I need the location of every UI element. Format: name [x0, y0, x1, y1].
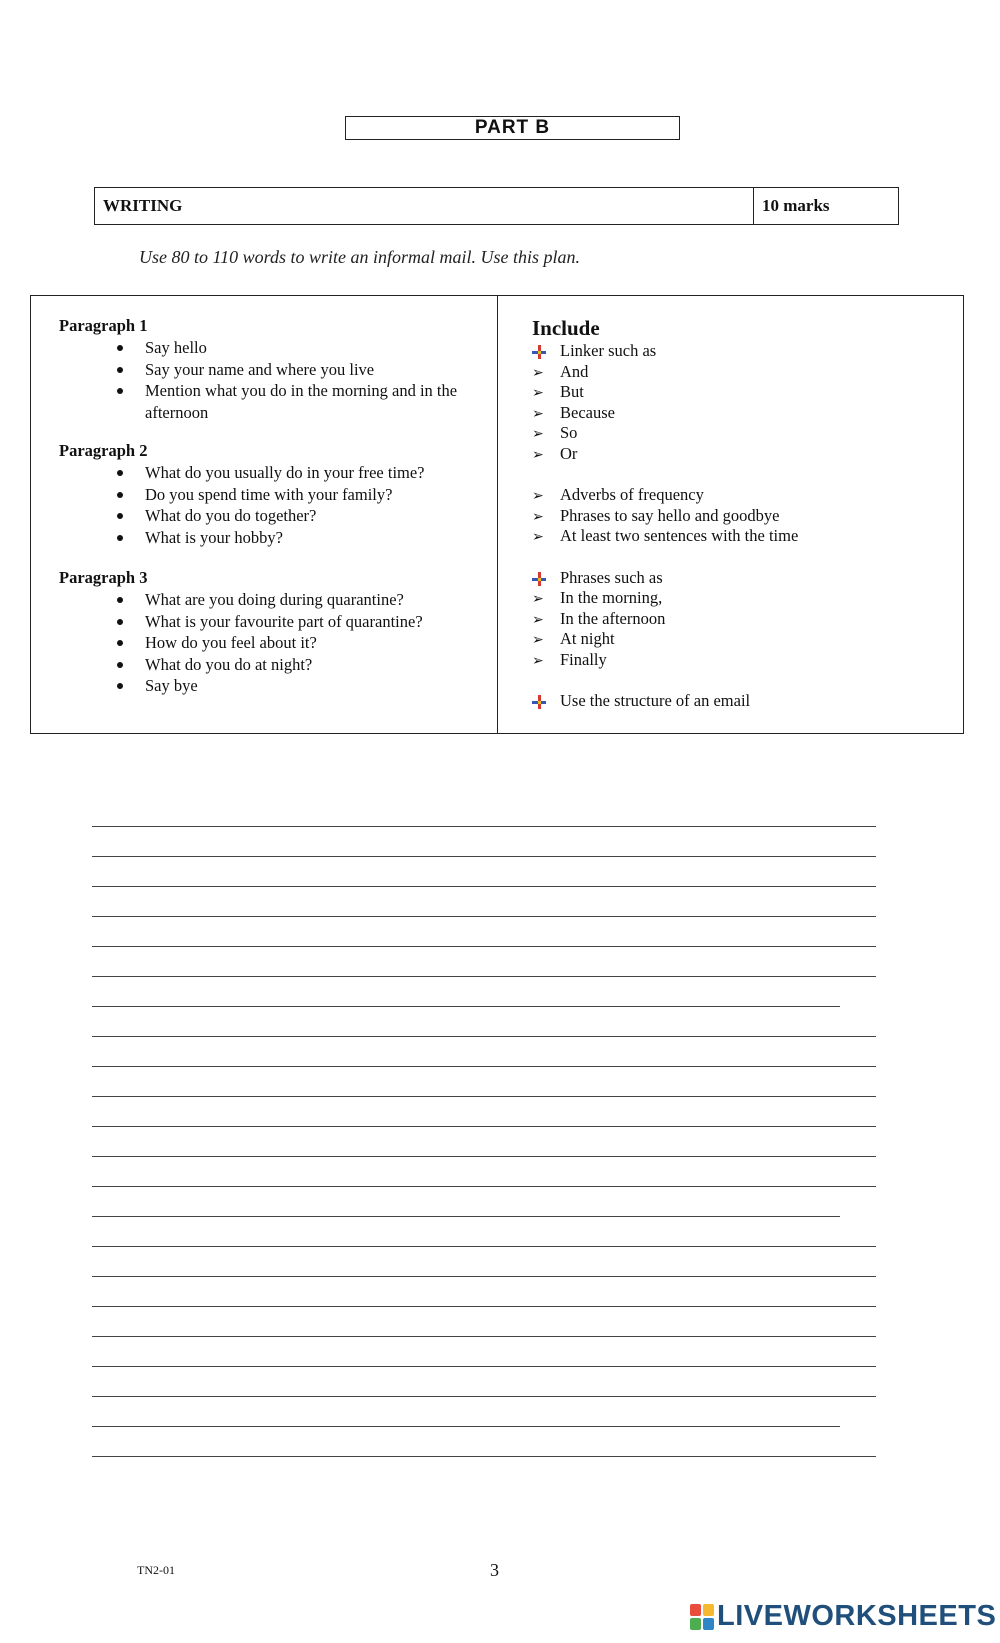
liveworksheets-logo	[690, 1600, 996, 1633]
writing-line[interactable]	[92, 1396, 876, 1397]
writing-line[interactable]	[92, 976, 876, 977]
writing-line[interactable]	[92, 1366, 876, 1367]
arrow-icon	[532, 444, 550, 466]
section-label: WRITING	[95, 188, 754, 224]
arrow-icon	[532, 629, 550, 651]
marks-label: 10 marks	[762, 196, 830, 215]
list-item: Linker such as	[532, 341, 798, 362]
plus-icon	[532, 691, 550, 712]
plan-paragraphs-column	[31, 296, 498, 733]
writing-line[interactable]	[92, 1156, 876, 1157]
list-item: ➢ And	[532, 362, 798, 383]
writing-line[interactable]	[92, 1066, 876, 1067]
list-item: How do you feel about it?	[117, 632, 477, 654]
arrow-icon	[532, 403, 550, 425]
arrow-icon	[532, 423, 550, 445]
list-item: ➢ Phrases to say hello and goodbye	[532, 506, 798, 527]
paragraph-2-list	[117, 462, 477, 548]
spacer	[532, 465, 798, 486]
list-item: Say your name and where you live	[117, 359, 477, 381]
list-item: What do you do at night?	[117, 654, 477, 676]
list-item: ➢ At night	[532, 629, 798, 650]
writing-line[interactable]	[92, 946, 876, 947]
list-item: Use the structure of an email	[532, 691, 798, 712]
arrow-icon	[532, 485, 550, 507]
writing-line[interactable]	[92, 1246, 876, 1247]
plus-icon	[532, 568, 550, 589]
writing-line[interactable]	[92, 826, 876, 827]
spacer	[532, 671, 798, 692]
page-number: 3	[490, 1560, 499, 1580]
liveworksheets-logo-icon	[690, 1604, 714, 1630]
list-item: Mention what you do in the morning and in the afternoon	[117, 380, 477, 423]
writing-line[interactable]	[92, 1216, 840, 1217]
writing-line[interactable]	[92, 1276, 876, 1277]
writing-line[interactable]	[92, 1306, 876, 1307]
list-item: ➢ In the morning,	[532, 588, 798, 609]
writing-line[interactable]	[92, 1006, 840, 1007]
writing-line[interactable]	[92, 916, 876, 917]
list-item: What do you do together?	[117, 505, 477, 527]
writing-line[interactable]	[92, 1336, 876, 1337]
paragraph-3-list	[117, 589, 477, 697]
include-list	[532, 341, 798, 712]
list-item: ➢ Or	[532, 444, 798, 465]
list-item: What do you usually do in your free time?	[117, 462, 477, 484]
list-item: Say bye	[117, 675, 477, 697]
include-title: Include	[532, 316, 600, 340]
writing-line[interactable]	[92, 1096, 876, 1097]
writing-line[interactable]	[92, 1036, 876, 1037]
writing-line[interactable]	[92, 886, 876, 887]
arrow-icon	[532, 382, 550, 404]
list-item: ➢ Adverbs of frequency	[532, 485, 798, 506]
arrow-icon	[532, 588, 550, 610]
list-item: What are you doing during quarantine?	[117, 589, 477, 611]
paragraph-1-list	[117, 337, 477, 423]
list-item: ➢ Because	[532, 403, 798, 424]
spacer	[532, 547, 798, 568]
list-item: What is your hobby?	[117, 527, 477, 549]
writing-line[interactable]	[92, 1186, 876, 1187]
list-item: ➢ At least two sentences with the time	[532, 526, 798, 547]
list-item: Say hello	[117, 337, 477, 359]
arrow-icon	[532, 506, 550, 528]
plus-icon	[532, 341, 550, 362]
paragraph-3-title: Paragraph 3	[59, 568, 148, 587]
list-item: Do you spend time with your family?	[117, 484, 477, 506]
part-title: PART B	[345, 116, 680, 140]
list-item: ➢ Finally	[532, 650, 798, 671]
list-item: ➢ So	[532, 423, 798, 444]
plan-include-column	[498, 296, 963, 733]
writing-header	[94, 187, 899, 225]
paragraph-1-title: Paragraph 1	[59, 316, 148, 335]
list-item: ➢ But	[532, 382, 798, 403]
arrow-icon	[532, 526, 550, 548]
list-item: Phrases such as	[532, 568, 798, 589]
writing-plan-table	[30, 295, 964, 734]
writing-line[interactable]	[92, 1456, 876, 1457]
writing-line[interactable]	[92, 1126, 876, 1127]
paragraph-2-title: Paragraph 2	[59, 441, 148, 460]
arrow-icon	[532, 362, 550, 384]
arrow-icon	[532, 609, 550, 631]
list-item: ➢ In the afternoon	[532, 609, 798, 630]
instruction-text: Use 80 to 110 words to write an informal mail. Use this plan.	[139, 247, 581, 267]
list-item: What is your favourite part of quarantine?	[117, 611, 477, 633]
writing-line[interactable]	[92, 856, 876, 857]
brand-name: LIVEWORKSHEETS	[717, 1600, 997, 1632]
footer-code: TN2-01	[137, 1563, 175, 1577]
writing-line[interactable]	[92, 1426, 840, 1427]
arrow-icon	[532, 650, 550, 672]
